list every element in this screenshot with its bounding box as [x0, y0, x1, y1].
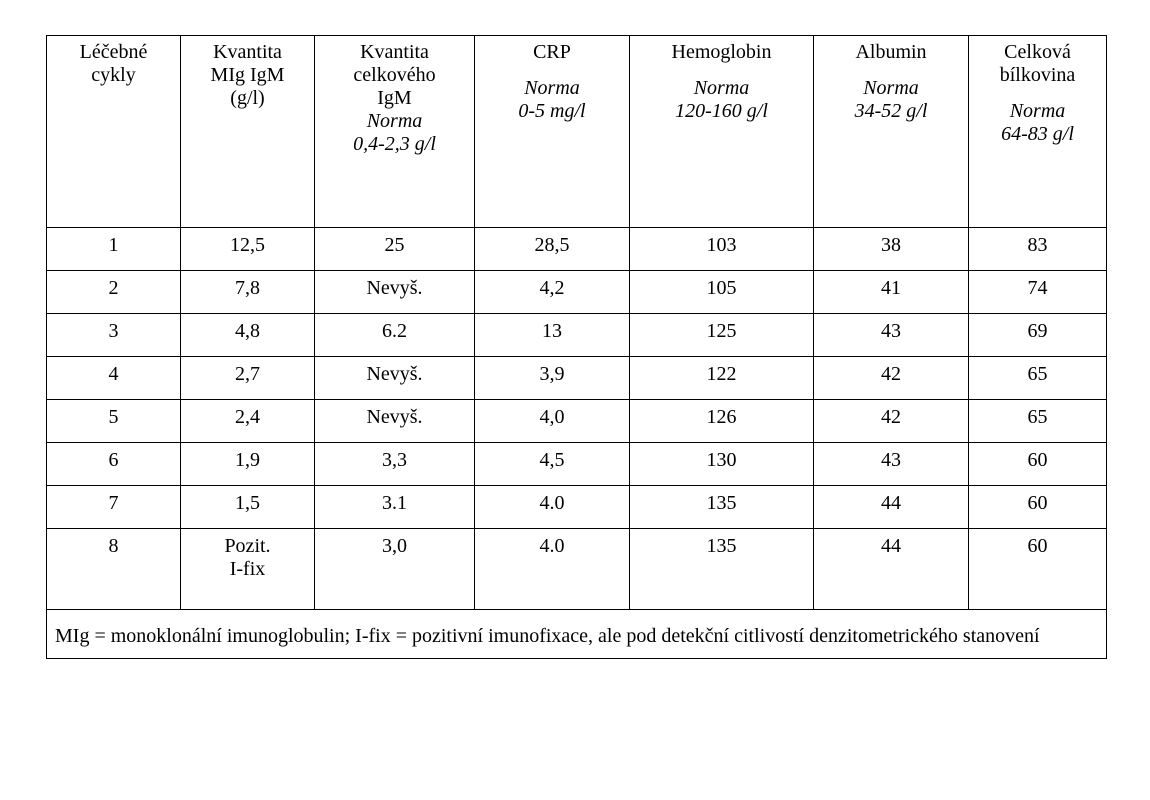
- column-header-text: CRP: [533, 41, 571, 63]
- column-header-text: (g/l): [230, 87, 265, 109]
- table-row: [47, 228, 1107, 271]
- table-cell: 7: [47, 486, 181, 529]
- norm-label: Norma: [524, 77, 580, 99]
- column-header-text: Celková: [1004, 41, 1071, 63]
- table-cell: 38: [814, 228, 969, 271]
- header-row: [47, 36, 1107, 228]
- table-cell: 83: [969, 228, 1107, 271]
- table-cell: 65: [969, 400, 1107, 443]
- norm-label: Norma: [366, 110, 423, 132]
- table-cell: 69: [969, 314, 1107, 357]
- table-cell: 1,9: [181, 443, 315, 486]
- table-cell: 44: [814, 486, 969, 529]
- table-cell: Nevyš.: [315, 357, 475, 400]
- norm-value: 120-160 g/l: [675, 100, 768, 122]
- table-cell: 103: [630, 228, 814, 271]
- table-cell: 6: [47, 443, 181, 486]
- column-header-text: Léčebné: [79, 41, 148, 63]
- table-cell: 4: [47, 357, 181, 400]
- column-header-text: IgM: [377, 87, 412, 109]
- table-cell: 3,3: [315, 443, 475, 486]
- column-header-text: Kvantita: [213, 41, 282, 63]
- table-cell: 3.1: [315, 486, 475, 529]
- table-cell: 12,5: [181, 228, 315, 271]
- table-cell: 43: [814, 443, 969, 486]
- norm-value: 0-5 mg/l: [518, 100, 586, 122]
- footnote: MIg = monoklonální imunoglobulin; I-fix = pozitivní imunofixace, ale pod detekční citlivostí denzitometrického stanovení: [47, 610, 1107, 659]
- table-cell: 122: [630, 357, 814, 400]
- table-cell: 60: [969, 443, 1107, 486]
- table-cell: 130: [630, 443, 814, 486]
- table-cell: 28,5: [475, 228, 630, 271]
- norm-value: 64-83 g/l: [1001, 123, 1074, 145]
- table-row: [47, 443, 1107, 486]
- table-row: [47, 529, 1107, 610]
- table-cell: 6.2: [315, 314, 475, 357]
- table-cell: Pozit. I-fix: [181, 529, 315, 610]
- table-cell: 13: [475, 314, 630, 357]
- table-cell: 5: [47, 400, 181, 443]
- column-header-1: [181, 36, 315, 228]
- table-cell: 135: [630, 529, 814, 610]
- norm-label: Norma: [863, 77, 919, 99]
- table-cell: 125: [630, 314, 814, 357]
- table-cell: Nevyš.: [315, 400, 475, 443]
- norm-label: Norma: [693, 77, 750, 99]
- table-cell: 43: [814, 314, 969, 357]
- table-cell: Nevyš.: [315, 271, 475, 314]
- table-cell: 1,5: [181, 486, 315, 529]
- table-row: [47, 271, 1107, 314]
- table-cell: 135: [630, 486, 814, 529]
- table-body: [47, 228, 1107, 610]
- column-header-3: [475, 36, 630, 228]
- table-cell: 3: [47, 314, 181, 357]
- table-cell: 3,0: [315, 529, 475, 610]
- table-cell: 8: [47, 529, 181, 610]
- table-cell: 65: [969, 357, 1107, 400]
- column-header-text: Kvantita: [360, 41, 429, 63]
- table-cell: 126: [630, 400, 814, 443]
- table-row: [47, 314, 1107, 357]
- column-header-text: celkového: [353, 64, 436, 86]
- column-header-2: [315, 36, 475, 228]
- table-cell: 42: [814, 357, 969, 400]
- table-cell: 60: [969, 486, 1107, 529]
- table-cell: 1: [47, 228, 181, 271]
- table-cell: 44: [814, 529, 969, 610]
- table-cell: 25: [315, 228, 475, 271]
- table-cell: 4,2: [475, 271, 630, 314]
- results-table: [46, 35, 1107, 659]
- table-cell: 4.0: [475, 529, 630, 610]
- table-cell: 4.0: [475, 486, 630, 529]
- table-cell: 41: [814, 271, 969, 314]
- table-cell: 60: [969, 529, 1107, 610]
- column-header-text: Albumin: [855, 41, 927, 63]
- table-cell: 4,8: [181, 314, 315, 357]
- footnote-row: [47, 610, 1107, 659]
- table-header: [47, 36, 1107, 228]
- column-header-0: [47, 36, 181, 228]
- table-cell: 2: [47, 271, 181, 314]
- table-cell: 7,8: [181, 271, 315, 314]
- column-header-text: cykly: [91, 64, 136, 86]
- norm-value: 0,4-2,3 g/l: [353, 133, 436, 155]
- column-header-text: bílkovina: [999, 64, 1076, 86]
- column-header-5: [814, 36, 969, 228]
- column-header-text: Hemoglobin: [671, 41, 772, 63]
- table-cell: 105: [630, 271, 814, 314]
- table-cell: 3,9: [475, 357, 630, 400]
- norm-label: Norma: [1009, 100, 1066, 122]
- table-cell: 2,4: [181, 400, 315, 443]
- table-cell: 42: [814, 400, 969, 443]
- table-row: [47, 400, 1107, 443]
- table-cell: 4,5: [475, 443, 630, 486]
- table-row: [47, 486, 1107, 529]
- column-header-text: MIg IgM: [210, 64, 285, 86]
- table-row: [47, 357, 1107, 400]
- table-cell: 2,7: [181, 357, 315, 400]
- table-cell: 4,0: [475, 400, 630, 443]
- column-header-6: [969, 36, 1107, 228]
- column-header-4: [630, 36, 814, 228]
- table-cell: 74: [969, 271, 1107, 314]
- table-footer: [47, 610, 1107, 659]
- norm-value: 34-52 g/l: [854, 100, 928, 122]
